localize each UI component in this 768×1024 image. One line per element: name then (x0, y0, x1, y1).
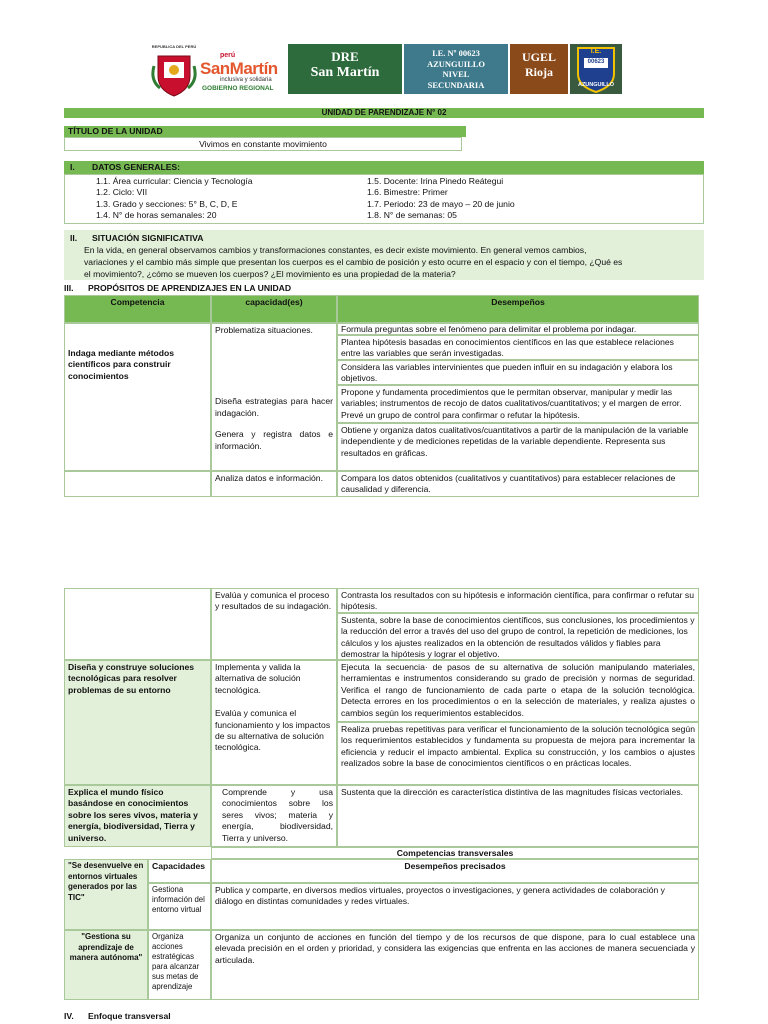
dre-logo (288, 44, 402, 94)
competencia-empty-2 (64, 588, 211, 660)
desempeno-3: Considera las variables intervinientes que pueden influir en su indagación y elabora los objetivos. (337, 360, 699, 385)
situation-line: el movimiento?, ¿cómo se mueven los cuerpos? ¿El movimiento es una propiedad de la materia? (84, 269, 456, 279)
unit-title-value: Vivimos en constante movimiento (64, 137, 462, 151)
general-item: 1.5. Docente: Irina Pinedo Reátegui (367, 176, 504, 186)
transversal-desempeno-2: Organiza un conjunto de acciones en función del tiempo y de los recursos de que dispone, para lo cual establece una elevada precisión en el orden y prioridad, y considera las exigencias que enfrenta en las acciones de manera secuenciada y articulada. (211, 930, 699, 1000)
region-gov-text: GOBIERNO REGIONAL (202, 85, 274, 92)
purposes-heading-num: III. (64, 283, 74, 293)
competencia-indaga-text: Indaga mediante métodos científicos para construir conocimientos (68, 348, 175, 381)
transversal-desempeno-1: Publica y comparte, en diversos medios virtuales, proyectos o investigaciones, y genera actividades de colaboración y diálogo en distintas comunidades y redes virtuales. (211, 883, 699, 930)
general-heading-num: I. (70, 162, 75, 172)
general-item: 1.7. Periodo: 23 de mayo – 20 de junio (367, 198, 515, 209)
desempeno-8: Sustenta, sobre la base de conocimientos científicos, sus conclusiones, los procedimientos y la reducción del error a través del uso del grupo de control, la repetición de mediciones, los cálculos y los ajustes realizados en la obtención de resultados válidos y fiables para demostrar la hipótesis y lograr el objetivo. (337, 613, 699, 660)
competencia-explica: Explica el mundo físico basándose en conocimientos sobre los seres vivos, materia y energía, biodiversidad, Tierra y universo. (64, 785, 211, 847)
ugel-line1: UGEL (521, 50, 556, 64)
dre-line2: San Martín (310, 65, 380, 80)
capacidad-analiza: Analiza datos e información. (211, 471, 337, 497)
school-logo (404, 44, 508, 94)
badge-code-text: 00623 (587, 59, 605, 65)
desempeno-6: Compara los datos obtenidos (cualitativos y cuantitativos) para establecer relaciones de causalidad y diferencia. (337, 471, 699, 497)
capacidad-problematiza: Problematiza situaciones. (215, 325, 313, 335)
school-line3: NIVEL (442, 69, 470, 79)
school-line2: AZUNGUILLO (426, 58, 486, 69)
san-martin-logo (200, 52, 288, 96)
desempeno-1: Formula preguntas sobre el fenómeno para delimitar el problema por indagar. (337, 323, 699, 335)
situation-text (84, 244, 704, 280)
badge-name-text: AZUNGUILLO (577, 82, 615, 88)
transversal-competencia-autonoma: "Gestiona su aprendizaje de manera autónoma" (64, 930, 148, 1000)
dre-line1: DRE (331, 49, 359, 64)
general-heading-text: DATOS GENERALES: (92, 162, 181, 172)
col-header-competencia: Competencia (64, 295, 211, 323)
transversal-capacidad-organiza: Organiza acciones estratégicas para alcanzar sus metas de aprendizaje (148, 930, 211, 1000)
ugel-line2: Rioja (525, 65, 553, 79)
desempeno-5: Obtiene y organiza datos cualitativos/cuantitativos a partir de la manipulación de la variable independiente y de mediciones repetidas de la variable dependiente. Representa sus resultados en gráficas. (337, 423, 699, 471)
transversal-title: Competencias transversales (211, 847, 699, 859)
general-right-list (367, 176, 667, 222)
general-item: 1.8. N° de semanas: 05 (367, 210, 457, 221)
capacidad-evalua-funcionamiento: Evalúa y comunica el funcionamiento y los impactos de su alternativa de solución tecnológica. (215, 708, 331, 753)
capacidad-block-2 (211, 660, 337, 785)
school-line4: SECUNDARIA (427, 79, 485, 90)
transversal-col-capacidades: Capacidades (148, 859, 211, 883)
capacidad-comprende: Comprende y usa conocimientos sobre los seres vivos; materia y energía, biodiversidad, Tierra y universo. (211, 785, 337, 847)
purposes-heading-text: PROPÓSITOS DE APRENDIZAJES EN LA UNIDAD (88, 283, 292, 293)
desempeno-7: Contrasta los resultados con su hipótesis e información científica, para confirmar o refutar su hipótesis. (337, 588, 699, 613)
general-item: 1.3. Grado y secciones: 5° B, C, D, E (96, 198, 238, 209)
footer-heading-text: Enfoque transversal (88, 1011, 171, 1021)
general-item: 1.2. Ciclo: VII (96, 187, 148, 198)
peru-shield-logo (150, 46, 198, 98)
desempeno-10: Realiza pruebas repetitivas para verificar el funcionamiento de la solución tecnológica según los requerimientos establecidos y fundamenta su propuesta de mejora para incrementar la eficiencia y reducir el impacto ambiental. Explica su construcción, y los cambios o ajustes realizados sobre la base de conocimientos científicos o en prácticas locales. (337, 722, 699, 785)
desempeno-11: Sustenta que la dirección es característica distintiva de las magnitudes físicas vectoriales. (337, 785, 699, 847)
capacidad-evalua: Evalúa y comunica el proceso y resultados de su indagación. (211, 588, 337, 660)
competencia-empty (64, 471, 211, 497)
capacidad-disena: Diseña estrategias para hacer indagación. (215, 396, 333, 418)
school-line1: I.E. Nº 00623 (432, 48, 480, 58)
competencia-indaga (64, 323, 211, 471)
transversal-competencia-tic: "Se desenvuelve en entornos virtuales generados por las TIC" (64, 859, 148, 930)
general-item: 1.6. Bimestre: Primer (367, 187, 448, 198)
situation-heading-num: II. (70, 233, 78, 243)
desempeno-2: Plantea hipótesis basadas en conocimientos científicos en las que establece relaciones entre las variables que serán investigadas. (337, 335, 699, 360)
capacidad-implementa: Implementa y valida la alternativa de solución tecnológica. (215, 662, 301, 695)
capacidad-genera: Genera y registra datos e información. (215, 429, 333, 451)
general-item: 1.4. N° de horas semanales: 20 (96, 210, 217, 221)
transversal-col-desempenos: Desempeños precisados (211, 859, 699, 883)
competencia-disena: Diseña y construye soluciones tecnológicas para resolver problemas de su entorno (64, 660, 211, 785)
badge-top-text: I.E. (590, 48, 602, 55)
situation-line: En la vida, en general observamos cambios y transformaciones constantes, es decir existe movimiento. En general vemos cambios, (84, 245, 587, 255)
col-header-capacidades: capacidad(es) (211, 295, 337, 323)
situation-heading-text: SITUACIÓN SIGNIFICATIVA (92, 233, 204, 243)
region-name-text: SanMartín (200, 59, 278, 78)
ugel-logo (510, 44, 568, 94)
footer-heading-num: IV. (64, 1011, 74, 1021)
situation-line: variaciones y el cambio más simple que presentan los cuerpos es el cambio de posición y esto ocurre en el espacio y con el tiempo, ¿Qué es (84, 257, 623, 267)
school-badge-logo (570, 44, 622, 94)
desempeno-4: Propone y fundamenta procedimientos que le permitan observar, manipular y medir las variables; instrumentos de recojo de datos cualitativos/cuantitativos; y el margen de error. Prevé un grupo de control para confirmar o refutar la hipótesis. (337, 385, 699, 423)
general-heading (64, 161, 704, 174)
unit-title-bar: UNIDAD DE PARENDIZAJE N° 02 (64, 108, 704, 118)
shield-caption: REPUBLICA DEL PERÚ (151, 44, 197, 49)
unit-title-label: TÍTULO DE LA UNIDAD (64, 126, 466, 137)
general-item: 1.1. Área curricular: Ciencia y Tecnología (96, 176, 253, 186)
col-header-desempenos: Desempeños (337, 295, 699, 323)
transversal-capacidad-gestiona: Gestiona información del entorno virtual (148, 883, 211, 930)
desempeno-9: Ejecuta la secuencia· de pasos de su alternativa de solución manipulando materiales, herramientas e instrumentos considerando su grado de precisión y normas de seguridad. Verifica el rango de funcionamiento de cada parte o etapa de la solución tecnológica. Detecta errores en los procedimientos o en la selección de materiales, y realiza ajustes o cambios según los requerimientos establecidos. (337, 660, 699, 722)
region-peru-text: perú (220, 52, 236, 59)
general-left-list (96, 176, 356, 222)
capacidad-block (211, 323, 337, 471)
region-tagline-text: inclusiva y solidaria (220, 77, 272, 83)
